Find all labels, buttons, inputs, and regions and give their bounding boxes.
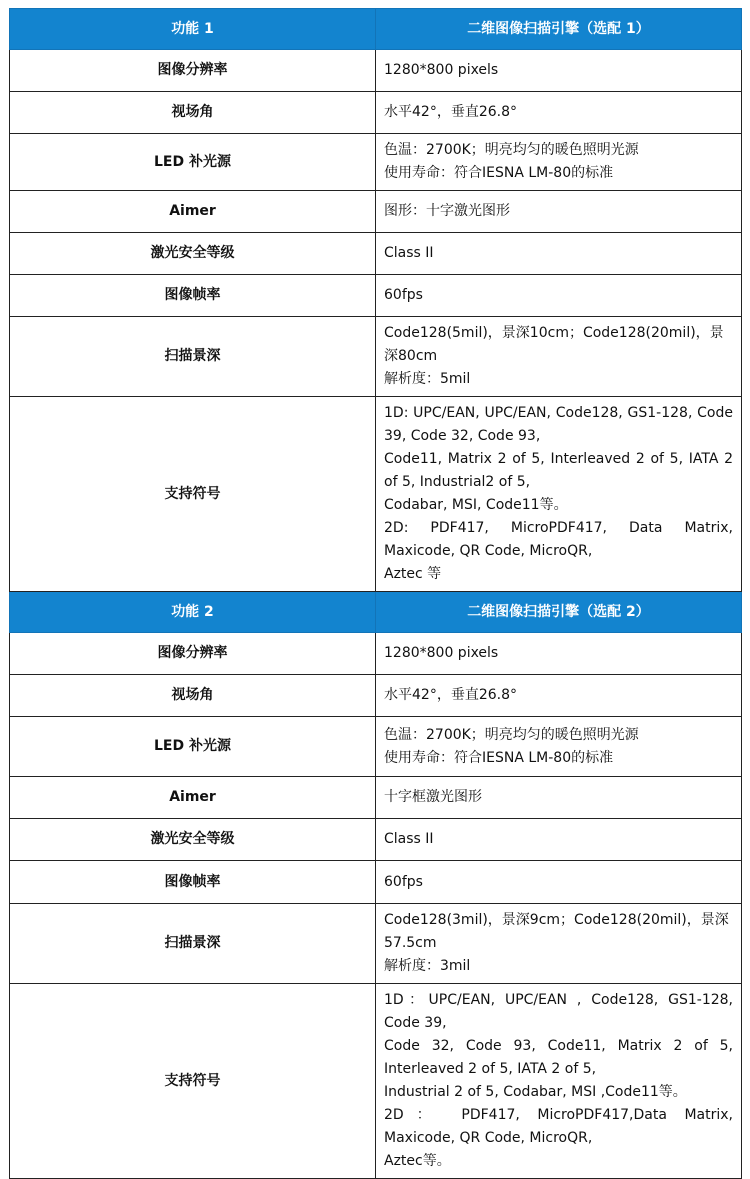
- spec-label: LED 补光源: [10, 717, 376, 777]
- spec-row: [10, 984, 742, 1179]
- spec-value: [376, 191, 742, 233]
- spec-value-line: 1D：UPC/EAN, UPC/EAN , Code128, GS1-128, Code 39,: [384, 992, 733, 1031]
- spec-value-line: 60fps: [384, 287, 423, 303]
- spec-value-line: 解析度：5mil: [384, 371, 471, 387]
- feature-label: 功能 1: [10, 9, 376, 50]
- spec-value-line: 图形：十字激光图形: [384, 203, 510, 219]
- spec-value: [376, 134, 742, 191]
- spec-label: 支持符号: [10, 397, 376, 592]
- spec-value-line: Class II: [384, 245, 434, 261]
- spec-value: [376, 633, 742, 675]
- spec-row: [10, 275, 742, 317]
- spec-row: [10, 191, 742, 233]
- spec-row: [10, 904, 742, 984]
- section-title: 二维图像扫描引擎（选配 1）: [376, 9, 742, 50]
- spec-row: [10, 675, 742, 717]
- spec-value-line: 色温：2700K；明亮均匀的暖色照明光源: [384, 142, 639, 158]
- spec-value-line: 2D: PDF417, MicroPDF417, Data Matrix, Maxicode, QR Code, MicroQR,: [384, 520, 733, 559]
- spec-value: [376, 904, 742, 984]
- spec-label: Aimer: [10, 777, 376, 819]
- spec-row: [10, 134, 742, 191]
- spec-value: [376, 984, 742, 1179]
- spec-value-line: 水平42°，垂直26.8°: [384, 104, 517, 120]
- spec-value: [376, 317, 742, 397]
- spec-value-line: 1D: UPC/EAN, UPC/EAN, Code128, GS1-128, Code 39, Code 32, Code 93,: [384, 405, 733, 444]
- spec-value-line: 十字框激光图形: [384, 789, 482, 805]
- spec-value-line: Aztec等。: [384, 1153, 451, 1169]
- spec-label: 扫描景深: [10, 317, 376, 397]
- spec-value-line: Code128(3mil)，景深9cm；Code128(20mil)，景深57.5cm: [384, 912, 729, 951]
- spec-value-line: 1280*800 pixels: [384, 645, 499, 661]
- spec-value: [376, 819, 742, 861]
- spec-value: [376, 275, 742, 317]
- section-header-row: [10, 592, 742, 633]
- feature-label: 功能 2: [10, 592, 376, 633]
- spec-value-line: Code11, Matrix 2 of 5, Interleaved 2 of 5, IATA 2 of 5, Industrial2 of 5,: [384, 451, 733, 490]
- section-header-row: [10, 9, 742, 50]
- spec-row: [10, 819, 742, 861]
- spec-value-line: 水平42°，垂直26.8°: [384, 687, 517, 703]
- spec-row: [10, 633, 742, 675]
- spec-label: 支持符号: [10, 984, 376, 1179]
- spec-value-line: 1280*800 pixels: [384, 62, 499, 78]
- spec-value-line: 2D： PDF417, MicroPDF417,Data Matrix, Maxicode, QR Code, MicroQR,: [384, 1107, 733, 1146]
- spec-value-line: 使用寿命：符合IESNA LM-80的标准: [384, 165, 614, 181]
- spec-value-line: Aztec 等: [384, 566, 442, 582]
- spec-label: 激光安全等级: [10, 819, 376, 861]
- spec-value-line: 色温：2700K；明亮均匀的暖色照明光源: [384, 726, 639, 743]
- spec-row: [10, 397, 742, 592]
- spec-value-line: Code128(5mil)，景深10cm；Code128(20mil)，景深80cm: [384, 325, 724, 364]
- spec-value: [376, 92, 742, 134]
- spec-row: [10, 233, 742, 275]
- spec-row: [10, 777, 742, 819]
- spec-value-line: Code 32, Code 93, Code11, Matrix 2 of 5, Interleaved 2 of 5, IATA 2 of 5,: [384, 1038, 733, 1077]
- spec-label: 图像帧率: [10, 861, 376, 904]
- spec-value-line: 使用寿命：符合IESNA LM-80的标准: [384, 749, 614, 766]
- spec-row: [10, 717, 742, 777]
- spec-label: 图像分辨率: [10, 50, 376, 92]
- spec-label: 视场角: [10, 675, 376, 717]
- spec-label: 扫描景深: [10, 904, 376, 984]
- spec-value-line: Class II: [384, 831, 434, 847]
- spec-value-line: Industrial 2 of 5, Codabar, MSI ,Code11等。: [384, 1084, 687, 1100]
- spec-value: [376, 50, 742, 92]
- spec-row: [10, 50, 742, 92]
- spec-label: 图像分辨率: [10, 633, 376, 675]
- spec-value: [376, 397, 742, 592]
- spec-value: [376, 233, 742, 275]
- spec-label: 图像帧率: [10, 275, 376, 317]
- spec-table: [9, 8, 742, 1179]
- section-title: 二维图像扫描引擎（选配 2）: [376, 592, 742, 633]
- spec-row: [10, 317, 742, 397]
- spec-value: [376, 675, 742, 717]
- spec-label: 激光安全等级: [10, 233, 376, 275]
- spec-value: [376, 717, 742, 777]
- spec-value-line: Codabar, MSI, Code11等。: [384, 497, 568, 513]
- spec-row: [10, 92, 742, 134]
- spec-value-line: 60fps: [384, 873, 423, 890]
- spec-label: LED 补光源: [10, 134, 376, 191]
- spec-value: [376, 861, 742, 904]
- spec-label: 视场角: [10, 92, 376, 134]
- spec-row: [10, 861, 742, 904]
- spec-table-body: [10, 9, 742, 1179]
- spec-label: Aimer: [10, 191, 376, 233]
- spec-value-line: 解析度：3mil: [384, 958, 471, 974]
- spec-value: [376, 777, 742, 819]
